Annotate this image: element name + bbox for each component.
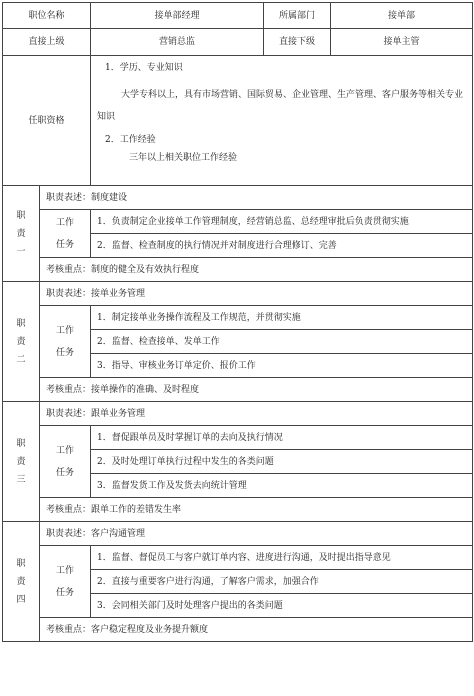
qualification-row (3, 56, 473, 186)
duty-2-task-label (40, 306, 91, 378)
duty-2-label-char-3: 二 (16, 354, 26, 365)
duty-4-focus-row (3, 618, 473, 642)
qualification-text-1: 大学专科以上，具有市场营销、国际贸易、企业管理、生产管理、客户服务等相关专业知识 (97, 90, 464, 122)
duty-2-focus: 考核重点：接单操作的准确、及时程度 (40, 378, 473, 402)
qualification-content (91, 56, 473, 186)
duty-2-label (3, 282, 40, 402)
position-label: 职位名称 (3, 3, 91, 29)
duty-3-task-label-line-2: 任务 (56, 467, 75, 478)
subordinate-value: 接单主管 (331, 29, 473, 56)
duty-2-task-1: 1．制定接单业务操作流程及工作规范，并贯彻实施 (91, 306, 473, 330)
qualification-heading-2: 2．工作经验 (105, 135, 156, 145)
duty-2-focus-row (3, 378, 473, 402)
duty-3-focus-row (3, 498, 473, 522)
duty-4-label-char-2: 责 (16, 576, 26, 587)
duty-3-focus: 考核重点：跟单工作的差错发生率 (40, 498, 473, 522)
superior-value: 营销总监 (91, 29, 264, 56)
duty-3-task-row-1 (3, 426, 473, 450)
duty-2-task-label-line-2: 任务 (56, 347, 75, 358)
qualification-text-2: 三年以上相关职位工作经验 (129, 153, 238, 163)
duty-4-task-3: 3．会同相关部门及时处理客户提出的各类问题 (91, 594, 473, 618)
duty-1-label (3, 186, 40, 282)
duty-4-task-2: 2．直接与重要客户进行沟通，了解客户需求，加强合作 (91, 570, 473, 594)
duty-3-task-1: 1．督促跟单员及时掌握订单的去向及执行情况 (91, 426, 473, 450)
duty-4-task-label-line-1: 工作 (56, 565, 75, 576)
department-value: 接单部 (331, 3, 473, 29)
duty-3-label (3, 402, 40, 522)
duty-4-focus: 考核重点：客户稳定程度及业务提升额度 (40, 618, 473, 642)
subordinate-label: 直接下级 (264, 29, 331, 56)
job-description-table (2, 2, 473, 642)
duty-2-statement: 职责表述：接单业务管理 (40, 282, 473, 306)
duty-1-statement: 职责表述：制度建设 (40, 186, 473, 210)
duty-2-task-label-line-1: 工作 (56, 325, 75, 336)
position-value: 接单部经理 (91, 3, 264, 29)
duty-1-label-char-3: 一 (16, 246, 26, 257)
duty-2-label-char-2: 责 (16, 336, 26, 347)
header-row-1 (3, 3, 473, 29)
duty-2-task-3: 3．指导、审核业务订单定价、报价工作 (91, 354, 473, 378)
duty-3-task-2: 2．及时处理订单执行过程中发生的各类问题 (91, 450, 473, 474)
duty-4-task-row-1 (3, 546, 473, 570)
duty-3-statement: 职责表述：跟单业务管理 (40, 402, 473, 426)
duty-3-task-label-line-1: 工作 (56, 445, 75, 456)
duty-2-task-2: 2．监督、检查接单、发单工作 (91, 330, 473, 354)
duty-1-statement-row (3, 186, 473, 210)
duty-2-label-char-1: 职 (16, 318, 26, 329)
qualification-label: 任职资格 (3, 56, 91, 186)
superior-label: 直接上级 (3, 29, 91, 56)
duty-4-label (3, 522, 40, 642)
duty-4-task-label-line-2: 任务 (56, 587, 75, 598)
duty-3-label-char-2: 责 (16, 456, 26, 467)
duty-1-focus-row (3, 258, 473, 282)
duty-3-task-label (40, 426, 91, 498)
duty-1-task-1: 1．负责制定企业接单工作管理制度，经营销总监、总经理审批后负责贯彻实施 (91, 210, 473, 234)
duty-1-task-label (40, 210, 91, 258)
duty-2-statement-row (3, 282, 473, 306)
duty-3-statement-row (3, 402, 473, 426)
duty-4-label-char-1: 职 (16, 558, 26, 569)
duty-1-task-label-line-2: 任务 (56, 239, 75, 250)
duty-4-task-1: 1．监督、督促员工与客户就订单内容、进度进行沟通，及时提出指导意见 (91, 546, 473, 570)
header-row-2 (3, 29, 473, 56)
duty-4-label-char-3: 四 (16, 594, 26, 605)
duty-3-task-3: 3．监督发货工作及发货去向统计管理 (91, 474, 473, 498)
duty-3-label-char-1: 职 (16, 438, 26, 449)
duty-2-task-row-1 (3, 306, 473, 330)
qualification-heading-1: 1．学历、专业知识 (105, 63, 183, 73)
duty-3-label-char-3: 三 (16, 474, 26, 485)
duty-4-statement: 职责表述：客户沟通管理 (40, 522, 473, 546)
duty-1-label-char-1: 职 (16, 210, 26, 221)
duty-1-task-row-1 (3, 210, 473, 234)
department-label: 所属部门 (264, 3, 331, 29)
duty-1-task-2: 2．监督、检查制度的执行情况并对制度进行合理修订、完善 (91, 234, 473, 258)
duty-1-task-label-line-1: 工作 (56, 217, 75, 228)
duty-4-statement-row (3, 522, 473, 546)
duty-1-focus: 考核重点：制度的健全及有效执行程度 (40, 258, 473, 282)
duty-1-label-char-2: 责 (16, 228, 26, 239)
duty-4-task-label (40, 546, 91, 618)
